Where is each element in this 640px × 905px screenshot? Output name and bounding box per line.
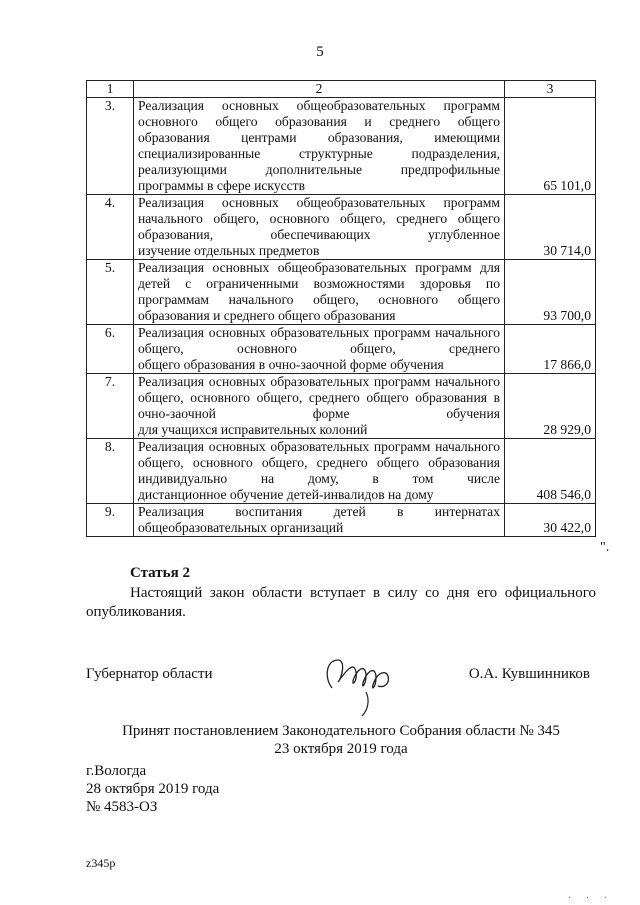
signatory-title: Губернатор области	[86, 666, 213, 682]
row-description-text: Реализация основных общеобразовательных программ для детей с ограниченными возможностями здоровья по программам начального общего, основного общего	[138, 260, 500, 307]
row-description-text: Реализация воспитания детей в интернатах	[138, 504, 500, 519]
adoption-line-1: Принят постановлением Законодательного Собрания области № 345	[122, 723, 560, 739]
row-value: 28 929,0	[505, 374, 596, 439]
city: г.Вологда	[86, 763, 147, 779]
row-number: 3.	[87, 98, 134, 195]
row-description-text: Реализация основных образовательных программ начального общего, основного общего, среднего общего образования в очно-заочной форме обучения	[138, 374, 500, 421]
row-description-text: Реализация основных образовательных программ начального общего, основного общего, среднего общего образования индивидуально на дому, в том числе	[138, 439, 500, 486]
header-col-1: 1	[87, 81, 134, 98]
row-description	[134, 504, 505, 537]
row-number: 7.	[87, 374, 134, 439]
page-number: 5	[316, 44, 324, 60]
row-value: 65 101,0	[505, 98, 596, 195]
row-number: 4.	[87, 195, 134, 260]
row-value: 93 700,0	[505, 260, 596, 325]
table-row	[87, 439, 596, 504]
row-value: 30 422,0	[505, 504, 596, 537]
table-row	[87, 325, 596, 374]
row-description	[134, 98, 505, 195]
row-value: 408 546,0	[505, 439, 596, 504]
article-title: Статья 2	[130, 565, 190, 581]
table-row	[87, 195, 596, 260]
adoption-line-2: 23 октября 2019 года	[274, 741, 408, 757]
row-value: 17 866,0	[505, 325, 596, 374]
row-value: 30 714,0	[505, 195, 596, 260]
row-description-last-line: дистанционное обучение детей-инвалидов на дому	[138, 487, 434, 502]
signing-date: 28 октября 2019 года	[86, 781, 220, 797]
law-number: № 4583-ОЗ	[86, 799, 158, 815]
row-description	[134, 325, 505, 374]
signatory-name: О.А. Кувшинников	[468, 666, 590, 682]
handwritten-signature	[318, 648, 398, 718]
table-row	[87, 260, 596, 325]
header-col-3: 3	[505, 81, 596, 98]
row-number: 6.	[87, 325, 134, 374]
row-number: 8.	[87, 439, 134, 504]
closing-quote: ".	[600, 540, 610, 555]
scan-marks: · · ·	[568, 893, 613, 904]
adoption-note	[86, 722, 596, 758]
row-description-last-line: образования и среднего общего образования	[138, 308, 396, 323]
row-description	[134, 439, 505, 504]
table-row	[87, 98, 596, 195]
row-description	[134, 374, 505, 439]
row-description-last-line: общеобразовательных организаций	[138, 520, 344, 535]
table-row	[87, 374, 596, 439]
row-description	[134, 260, 505, 325]
row-number: 5.	[87, 260, 134, 325]
document-code: z345p	[86, 856, 116, 870]
article-text: Настоящий закон области вступает в силу со дня его официального опубликования.	[86, 585, 596, 620]
place-date-block	[86, 762, 219, 816]
table-header-row	[87, 81, 596, 98]
row-description-last-line: для учащихся исправительных колоний	[138, 422, 368, 437]
table-row	[87, 504, 596, 537]
row-number: 9.	[87, 504, 134, 537]
row-description-text: Реализация основных общеобразовательных программ начального общего, основного общего, среднего общего образования, обеспечивающих углубленное	[138, 195, 500, 242]
budget-table	[86, 80, 596, 537]
row-description	[134, 195, 505, 260]
row-description-last-line: общего образования в очно-заочной форме обучения	[138, 357, 444, 372]
row-description-last-line: программы в сфере искусств	[138, 178, 306, 193]
row-description-text: Реализация основных общеобразовательных программ основного общего образования и среднего общего образования центрами образования, имеющими специализированные структурные подразделения, реализующими дополнительные предпрофильные	[138, 98, 500, 177]
header-col-2: 2	[134, 81, 505, 98]
row-description-last-line: изучение отдельных предметов	[138, 243, 320, 258]
row-description-text: Реализация основных образовательных программ начального общего, основного общего, среднего	[138, 325, 500, 356]
